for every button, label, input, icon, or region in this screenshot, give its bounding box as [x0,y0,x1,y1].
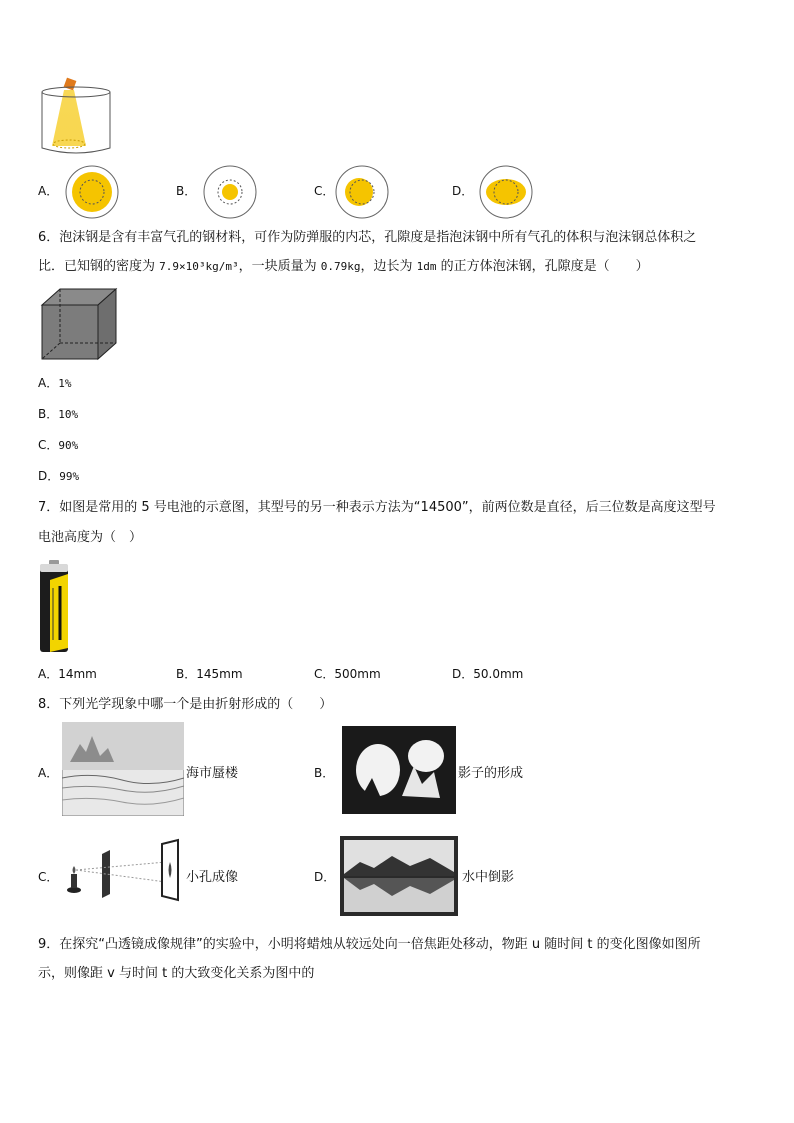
q8-option-b-label: B． [314,766,335,780]
q8-option-d-caption: 水中倒影 [462,870,515,885]
q5-option-b-figure[interactable] [202,164,258,220]
q6-option-d-label: D． [38,469,60,483]
q5-option-b-label: B． [176,184,197,198]
q6-mass: 0.79kg [320,260,361,273]
q8-stem: 8．下列光学现象中哪一个是由折射形成的（ ） [38,697,333,712]
q6-text-d: 的正方体泡沫钢，孔隙度是（ ） [436,259,649,274]
q8-option-b-image[interactable] [342,726,456,814]
battery-figure [38,560,70,654]
q8-option-c-caption: 小孔成像 [186,870,239,885]
q8-option-b-caption: 影子的形成 [458,766,524,781]
q9-stem-line2: 示，则像距 v 与时间 t 的大致变化关系为图中的 [38,966,315,981]
q6-text-a: 比．已知钢的密度为 [38,259,160,274]
q6-option-b-value: 10% [58,408,79,421]
q7-option-b[interactable] [176,667,243,681]
q6-option-a-label: A． [38,376,59,390]
q7-option-c[interactable] [314,667,381,681]
q8-option-d-image[interactable] [340,836,458,916]
q6-option-a[interactable] [38,376,71,391]
q7-stem-line2: 电池高度为（ ） [38,530,143,545]
q7-option-d-label: D． [452,667,474,681]
q8-option-c-label: C． [38,870,59,884]
q8-option-d-label: D． [314,870,336,884]
q6-option-b-label: B． [38,407,59,421]
q7-option-a[interactable] [38,667,97,681]
q5-option-d-label: D． [452,184,474,198]
q6-text-c: ，边长为 [360,259,417,274]
q7-option-a-value: 14mm [58,667,97,681]
q5-option-c-label: C． [314,184,335,198]
q8-option-c-image[interactable] [62,838,186,902]
q8-option-a-label: A． [38,766,59,780]
q7-stem-line1: 7．如图是常用的 5 号电池的示意图，其型号的另一种表示方法为“14500”，前两位数是直径，后三位数是高度这型号 [38,500,716,515]
q6-length: 1dm [416,260,437,273]
q6-text-b: ，一块质量为 [238,259,321,274]
q9-stem-line1: 9．在探究“凸透镜成像规律”的实验中，小明将蜡烛从较远处向一倍焦距处移动，物距 u 随时间 t 的变化图像如图所 [38,937,701,952]
q5-option-a-figure[interactable] [64,164,120,220]
q7-option-c-value: 500mm [334,667,381,681]
q6-option-c-value: 90% [58,439,79,452]
q5-option-c-figure[interactable] [334,164,390,220]
q6-density: 7.9×10³kg/m³ [159,260,239,273]
cube-figure [40,287,118,361]
q7-option-d[interactable] [452,667,523,681]
q5-option-d-figure[interactable] [478,164,534,220]
q6-option-a-value: 1% [58,377,72,390]
q8-option-a-caption: 海市蜃楼 [186,766,239,781]
q6-stem-line2 [38,259,649,275]
q6-option-c[interactable] [38,438,78,453]
q6-option-d-value: 99% [59,470,80,483]
q7-option-d-value: 50.0mm [473,667,524,681]
beaker-figure [38,76,114,158]
q6-stem-line1: 6．泡沫钢是含有丰富气孔的钢材料，可作为防弹服的内芯，孔隙度是指泡沫钢中所有气孔的体积与泡沫钢总体积之 [38,230,697,245]
q6-option-b[interactable] [38,407,78,422]
q7-option-b-label: B． [176,667,197,681]
q5-option-a-label: A． [38,184,59,198]
q6-option-c-label: C． [38,438,59,452]
q7-option-b-value: 145mm [196,667,243,681]
q7-option-c-label: C． [314,667,335,681]
q7-option-a-label: A． [38,667,59,681]
q6-option-d[interactable] [38,469,79,484]
q8-option-a-image[interactable] [62,722,184,816]
